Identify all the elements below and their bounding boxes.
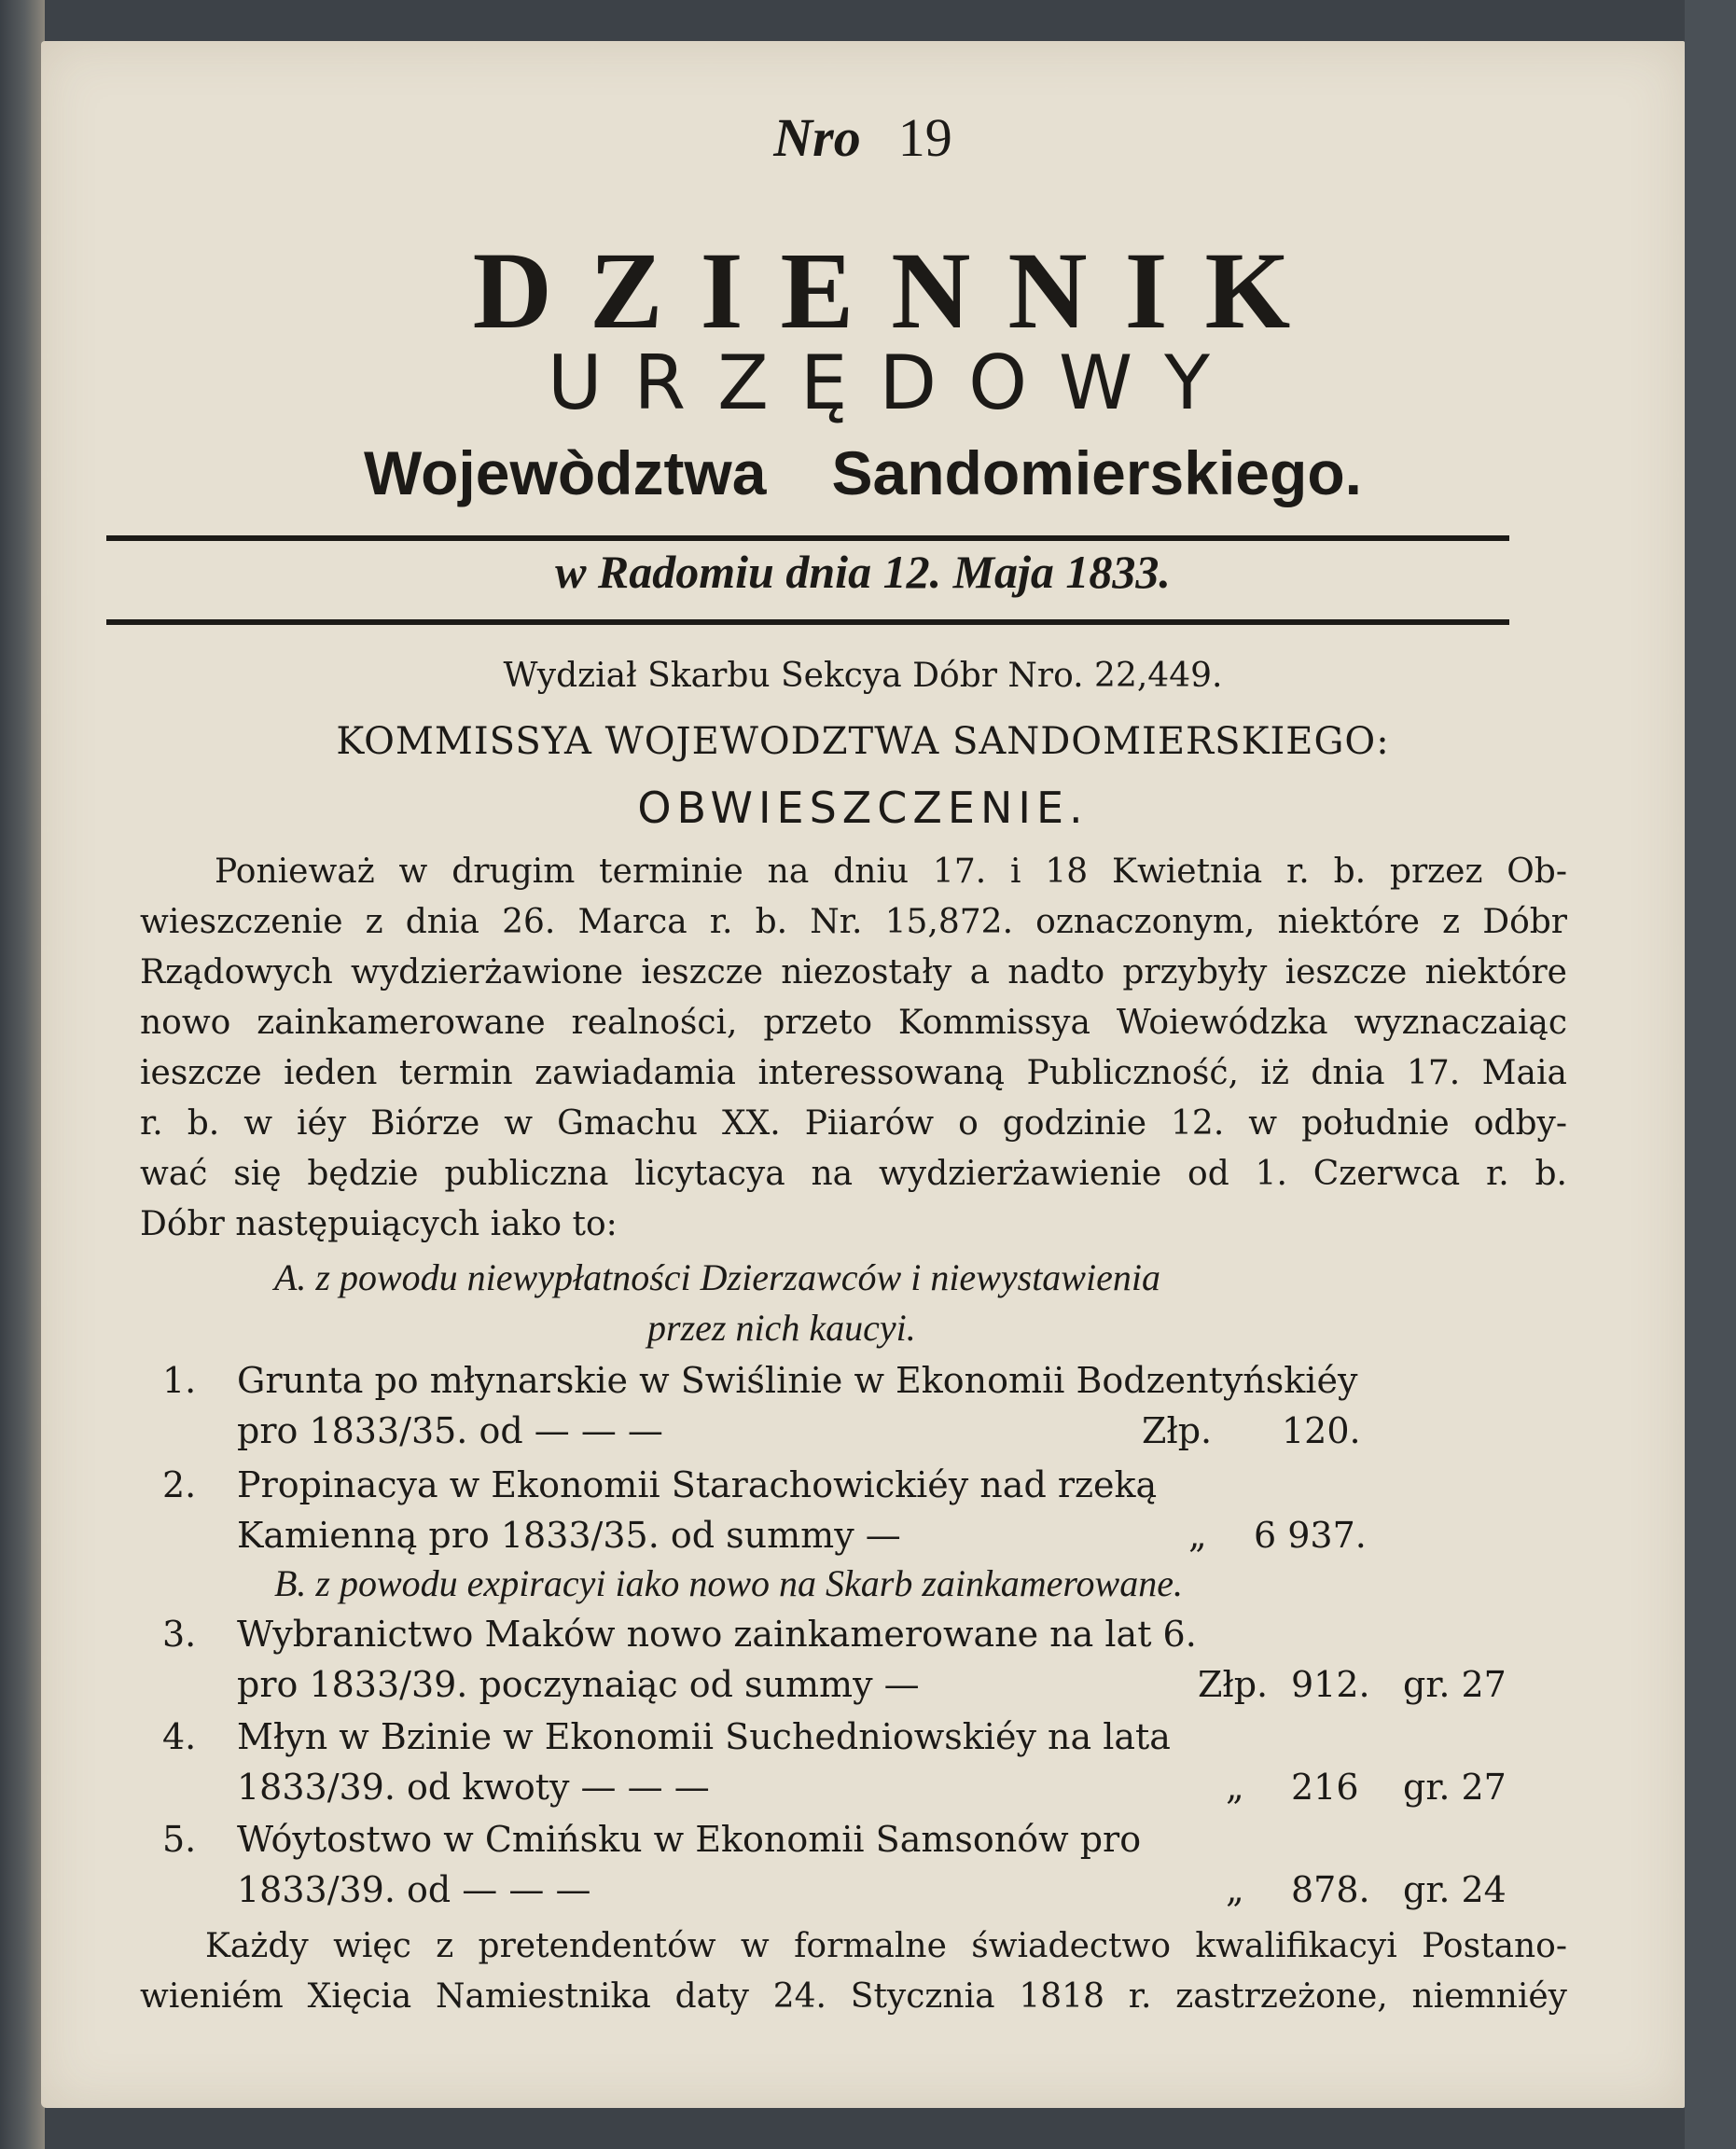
item-number: 5. [162, 1819, 197, 1860]
issue-number [41, 106, 1685, 169]
closing-line: Każdy więc z pretendentów w formalne świadectwo kwalifikacyi Postano- [205, 1927, 1567, 1965]
paragraph-line: r. b. w iéy Biórze w Gmachu XX. Piiarów o godzinie 12. w południe odby- [140, 1104, 1567, 1143]
masthead-region [41, 437, 1685, 508]
item-grosz: gr. 27 [1403, 1767, 1507, 1808]
item-grosz: gr. 27 [1403, 1664, 1507, 1705]
item-currency: Złp. [1198, 1664, 1269, 1705]
paragraph-line: Rządowych wydzierżawione ieszcze niezostały a nadto przybyły ieszcze niektóre [140, 953, 1567, 991]
bottom-rule [106, 619, 1509, 625]
item-description-cont: 1833/39. od — — — [237, 1869, 591, 1910]
region-word-2: Sandomierskiego. [831, 438, 1362, 507]
item-amount: 6 937. [1254, 1515, 1367, 1556]
masthead-subtitle: URZĘDOWY [547, 340, 1243, 426]
dateline: w Radomiu dnia 12. Maja 1833. [555, 546, 1171, 598]
paragraph-line: Ponieważ w drugim terminie na dniu 17. i 18 Kwietnia r. b. przez Ob- [215, 853, 1567, 891]
item-description: Wybranictwo Maków nowo zainkamerowane na lat 6. [237, 1614, 1197, 1655]
item-grosz: gr. 24 [1403, 1869, 1507, 1910]
issue-value: 19 [897, 107, 952, 168]
item-description-cont: Kamienną pro 1833/35. od summy — [237, 1515, 901, 1556]
item-description: Propinacya w Ekonomii Starachowickiéy nad rzeką [237, 1464, 1158, 1505]
section-b-heading: B. z powodu expiracyi iako nowo na Skarb zainkamerowane. [274, 1562, 1183, 1604]
item-currency: „ [1226, 1869, 1244, 1910]
masthead-title: DZIENNIK [472, 229, 1328, 352]
item-description: Grunta po młynarskie w Swiślinie w Ekonomii Bodzentyńskiéy [237, 1360, 1358, 1401]
paragraph-line: Dóbr następuiących iako to: [140, 1205, 618, 1243]
paragraph-line: wieszczenie z dnia 26. Marca r. b. Nr. 15,872. oznaczonym, niektóre z Dóbr [140, 903, 1567, 941]
book-spine [0, 0, 45, 2149]
item-description-cont: pro 1833/39. poczynaiąc od summy — [237, 1664, 920, 1705]
item-amount: 216 [1291, 1767, 1359, 1808]
paragraph-line: ieszcze ieden termin zawiadamia interessowaną Publiczność, iż dnia 17. Maia [140, 1054, 1567, 1092]
section-a-heading-cont: przez nich kaucyi. [647, 1307, 916, 1349]
region-word-1: Wojewòdztwa [364, 438, 767, 507]
item-amount: 878. [1291, 1869, 1370, 1910]
closing-line: wieniém Xięcia Namiestnika daty 24. Stycznia 1818 r. zastrzeżone, niemniéy [140, 1977, 1567, 2016]
commission-line: KOMMISSYA WOJEWODZTWA SANDOMIERSKIEGO: [336, 720, 1390, 763]
item-number: 4. [162, 1716, 197, 1757]
notice-heading: OBWIESZCZENIE. [637, 783, 1089, 833]
paragraph-line: nowo zainkamerowane realności, przeto Kommissya Woiewódzka wyznaczaiąc [140, 1004, 1567, 1042]
item-description: Młyn w Bzinie w Ekonomii Suchedniowskiéy na lata [237, 1716, 1171, 1757]
item-description-cont: pro 1833/35. od — — — [237, 1410, 663, 1451]
item-amount: 912. [1291, 1664, 1370, 1705]
item-number: 2. [162, 1464, 197, 1505]
item-description: Wóytostwo w Cmińsku w Ekonomii Samsonów pro [237, 1819, 1142, 1860]
item-currency: „ [1188, 1515, 1207, 1556]
item-number: 3. [162, 1614, 197, 1655]
document-page [41, 41, 1685, 2108]
item-amount: 120. [1282, 1410, 1361, 1451]
item-currency: „ [1226, 1767, 1244, 1808]
issue-label: Nro [773, 107, 861, 168]
department-line: Wydział Skarbu Sekcya Dóbr Nro. 22,449. [503, 657, 1223, 695]
top-rule [106, 535, 1509, 541]
item-description-cont: 1833/39. od kwoty — — — [237, 1767, 710, 1808]
item-currency: Złp. [1142, 1410, 1213, 1451]
paragraph-line: wać się będzie publiczna licytacya na wydzierżawienie od 1. Czerwca r. b. [140, 1155, 1567, 1193]
item-number: 1. [162, 1360, 197, 1401]
section-a-heading: A. z powodu niewypłatności Dzierzawców i niewystawienia [274, 1256, 1160, 1298]
